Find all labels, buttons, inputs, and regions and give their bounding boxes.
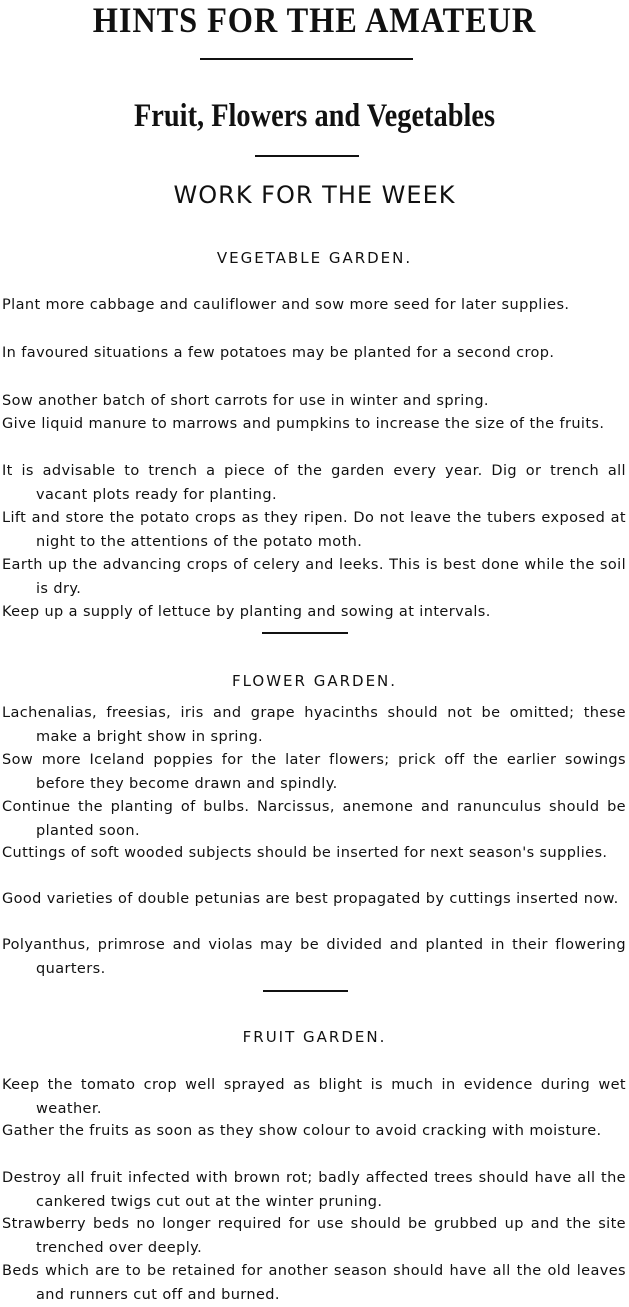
section-heading-fruit: FRUIT GARDEN. [242,1028,387,1046]
hint-item: It is advisable to trench a piece of the garden every year. Dig or trench all vacant plots ready for planting. [2,463,626,503]
hint-item: Gather the fruits as soon as they show colour to avoid cracking with moisture. [2,1123,602,1139]
hint-item: Good varieties of double petunias are best propagated by cuttings inserted now. [2,891,619,907]
hint-item: Give liquid manure to marrows and pumpkins to increase the size of the fruits. [2,416,605,432]
hint-item: Lachenalias, freesias, iris and grape hyacinths should not be omitted; these make a bright show in spring. [2,705,626,745]
hint-item: Keep the tomato crop well sprayed as blight is much in evidence during wet weather. [2,1077,626,1117]
masthead-title: HINTS FOR THE AMATEUR [92,0,537,40]
divider-rule [262,632,348,634]
hint-item: Sow more Iceland poppies for the later flowers; prick off the earlier sowings before they become drawn and spindly. [2,752,626,792]
hint-item: Earth up the advancing crops of celery and leeks. This is best done while the soil is dry. [2,557,626,597]
hint-item: Lift and store the potato crops as they ripen. Do not leave the tubers exposed at night to the attentions of the potato moth. [2,510,626,550]
section-heading-flower: FLOWER GARDEN. [231,672,398,690]
divider-rule [200,58,413,60]
divider-rule [263,990,348,992]
section-heading-vegetable: VEGETABLE GARDEN. [216,249,413,267]
hint-item: In favoured situations a few potatoes may be planted for a second crop. [2,345,555,361]
hint-item: Cuttings of soft wooded subjects should be inserted for next season's supplies. [2,845,608,861]
hint-item: Beds which are to be retained for another season should have all the old leaves and runners cut off and burned. [2,1263,626,1303]
week-title: WORK FOR THE WEEK [173,181,456,209]
divider-rule [255,155,359,157]
hint-item: Sow another batch of short carrots for use in winter and spring. [2,393,489,409]
hint-item: Polyanthus, primrose and violas may be divided and planted in their flowering quarters. [2,937,626,977]
hint-item: Plant more cabbage and cauliflower and sow more seed for later supplies. [2,297,570,313]
hint-item: Continue the planting of bulbs. Narcissus, anemone and ranunculus should be planted soon. [2,799,626,839]
hint-item: Keep up a supply of lettuce by planting and sowing at intervals. [2,604,491,620]
hint-item: Strawberry beds no longer required for use should be grubbed up and the site trenched over deeply. [2,1216,626,1256]
subtitle: Fruit, Flowers and Vegetables [133,98,496,134]
hint-item: Destroy all fruit infected with brown rot; badly affected trees should have all the cankered twigs cut out at the winter pruning. [2,1170,626,1210]
